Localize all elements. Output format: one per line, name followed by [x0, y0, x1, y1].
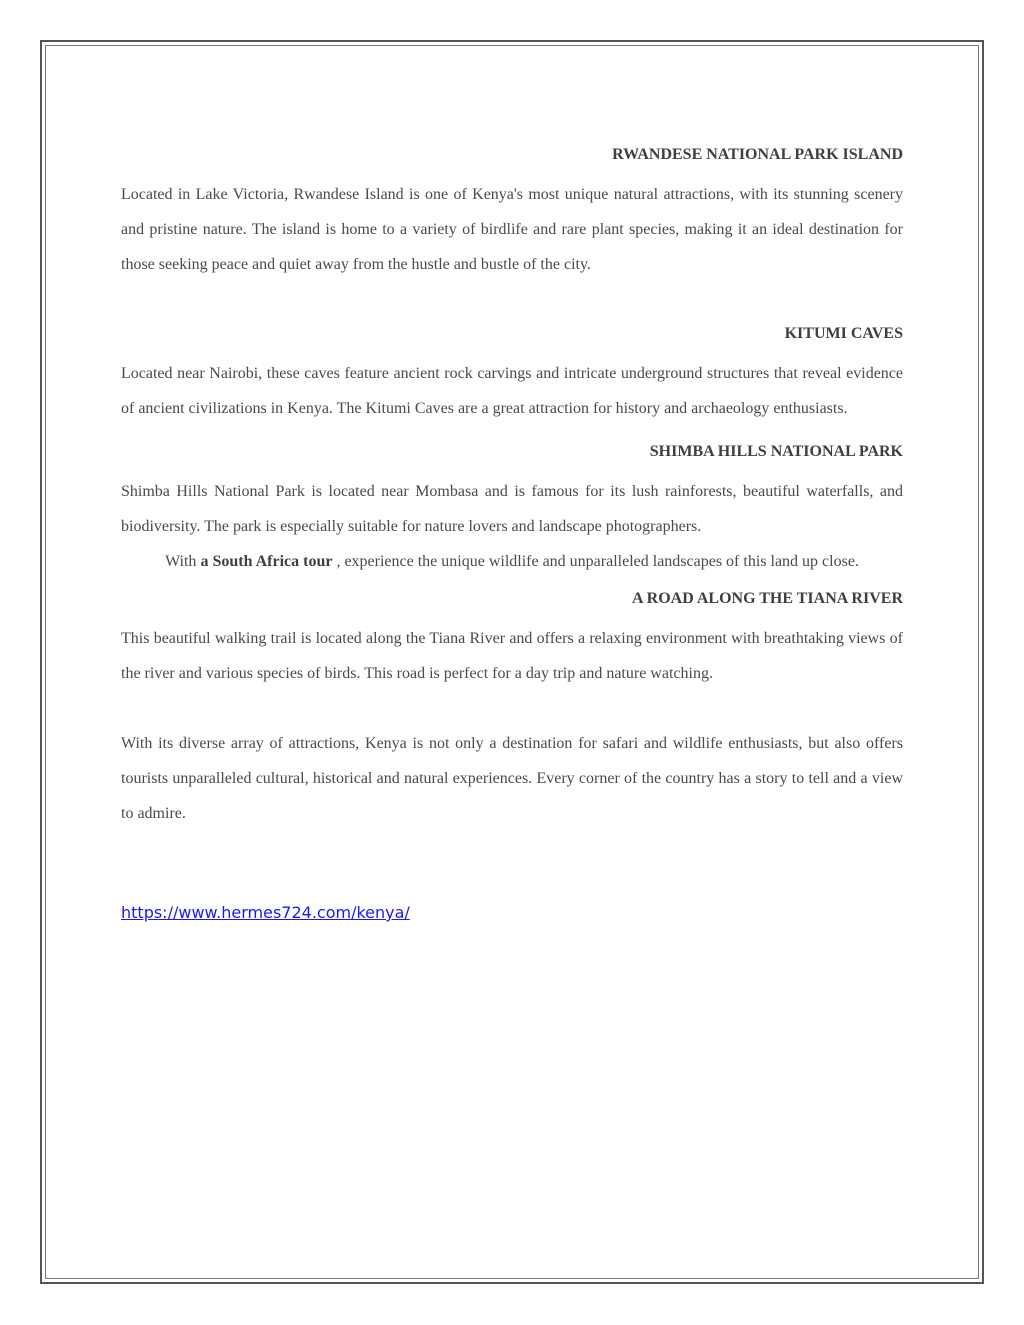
paragraph-shimba-hills: Shimba Hills National Park is located near Mombasa and is famous for its lush rainforests, beautiful waterfalls, and biodiversity. The park is especially suitable for nature lovers and landscape photographers. [121, 483, 903, 535]
heading-kitumi-caves: KITUMI CAVES [784, 325, 903, 342]
tour-line [121, 544, 903, 579]
paragraph-conclusion: With its diverse array of attractions, Kenya is not only a destination for safari and wildlife enthusiasts, but also offers tourists unparalleled cultural, historical and natural experiences. Every corner of the country has a story to tell and a view to admire. [121, 735, 903, 822]
heading-tiana-river: A ROAD ALONG THE TIANA RIVER [631, 590, 903, 607]
tour-line-prefix: With [165, 553, 197, 570]
paragraph-rwandese-island: Located in Lake Victoria, Rwandese Island is one of Kenya's most unique natural attractions, with its stunning scenery and pristine nature. The island is home to a variety of birdlife and rare plant species, making it an ideal destination for those seeking peace and quiet away from the hustle and bustle of the city. [121, 186, 903, 273]
paragraph-kitumi-caves: Located near Nairobi, these caves feature ancient rock carvings and intricate underground structures that reveal evidence of ancient civilizations in Kenya. The Kitumi Caves are a great attraction for history and archaeology enthusiasts. [121, 365, 903, 417]
document-body [121, 143, 903, 925]
heading-rwandese-island: RWANDESE NATIONAL PARK ISLAND [612, 146, 903, 163]
south-africa-tour-link[interactable]: a South Africa tour [200, 553, 333, 570]
heading-shimba-hills: SHIMBA HILLS NATIONAL PARK [649, 443, 903, 460]
source-link[interactable]: https://www.hermes724.com/kenya/ [121, 903, 410, 922]
source-link-row [121, 901, 903, 925]
tour-line-suffix: , experience the unique wildlife and unparalleled landscapes of this land up close. [336, 553, 859, 570]
paragraph-tiana-river: This beautiful walking trail is located along the Tiana River and offers a relaxing environment with breathtaking views of the river and various species of birds. This road is perfect for a day trip and nature watching. [121, 630, 903, 682]
